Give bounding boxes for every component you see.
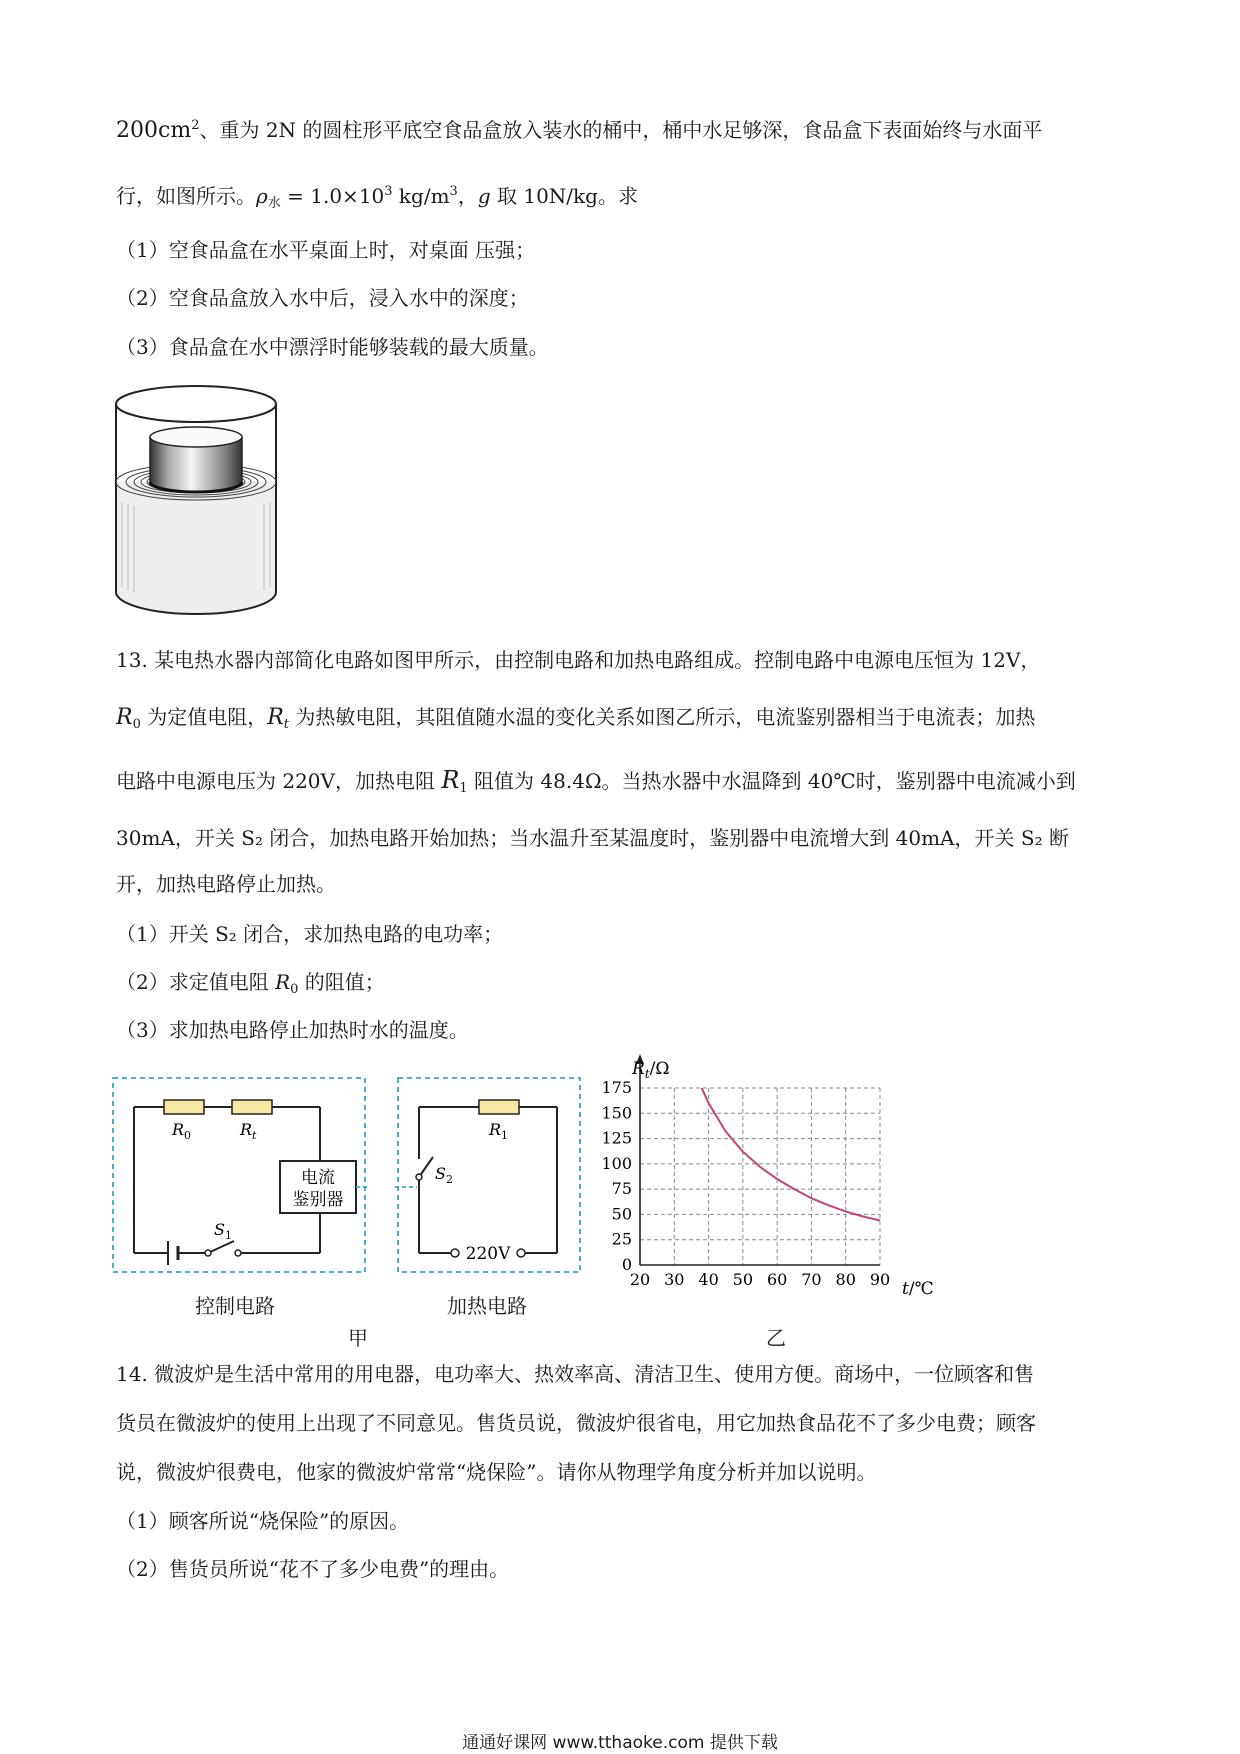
- x-tick-label: 40: [698, 1270, 719, 1289]
- chart-ylabel: $R_t/\Omega$: [632, 1059, 670, 1081]
- y-tick-label: 100: [601, 1153, 632, 1173]
- x-tick-label: 90: [869, 1270, 891, 1289]
- q14-line-1: 14. 微波炉是生活中常用的用电器，电功率大、热效率高、清洁卫生、使用方便。商场中，一位顾客和售: [116, 1362, 1035, 1386]
- label-rt: $R_t$: [240, 1120, 257, 1142]
- source-voltage-label: 220V: [465, 1244, 511, 1264]
- heating-circuit-diagram: [395, 1075, 585, 1277]
- resistor-rt: [232, 1100, 272, 1114]
- rt-temperature-chart: [590, 1050, 950, 1310]
- terminal-left: [451, 1249, 459, 1257]
- chart-ticks: [601, 1078, 890, 1289]
- q12-line-2: 行，如图所示。$\rho_水 = 1.0\times 10^3$ $kg/m^3$，g 取 10N/kg。求: [116, 184, 638, 211]
- x-tick-label: 50: [732, 1270, 754, 1289]
- q13-subquestion-3: （3）求加热电路停止加热时水的温度。: [116, 1018, 469, 1042]
- y-tick-label: 175: [601, 1078, 632, 1097]
- caption-heating-circuit: 加热电路: [447, 1294, 527, 1318]
- figure-label-yi: 乙: [766, 1326, 786, 1350]
- cylinder-figure: [110, 382, 290, 622]
- y-tick-label: 75: [611, 1179, 632, 1199]
- q14-line-3: 说，微波炉很费电，他家的微波炉常常“烧保险”。请你从物理学角度分析并加以说明。: [116, 1460, 877, 1484]
- figure-label-jia: 甲: [348, 1326, 368, 1350]
- y-tick-label: 25: [611, 1229, 632, 1249]
- q13-line-4: 30mA，开关 S₂ 闭合，加热电路开始加热；当水温升至某温度时，鉴别器中电流增大到 40mA，开关 S₂ 断: [116, 826, 1069, 850]
- y-tick-label: 150: [601, 1103, 632, 1123]
- x-tick-label: 20: [629, 1270, 651, 1289]
- q13-subquestion-2: （2）求定值电阻 $R_0$ 的阻值；: [116, 970, 385, 997]
- detector-label-1: 电流: [301, 1168, 335, 1188]
- x-tick-label: 80: [835, 1270, 856, 1289]
- q13-line-2: $R_0$ 为定值电阻，$R_t$ 为热敏电阻，其阻值随水温的变化关系如图乙所示，电流鉴别器相当于电流表；加热: [116, 705, 1036, 732]
- switch-s2-pivot: [416, 1174, 422, 1180]
- q12-line-1: $200cm^2$、重为 2N 的圆柱形平底空食品盒放入装水的桶中，桶中水足够深，食品盒下表面始终与水面平: [116, 118, 1043, 143]
- chart-axes: [636, 1054, 880, 1265]
- label-r1: $R_1$: [489, 1120, 509, 1142]
- y-tick-label: 125: [601, 1128, 632, 1148]
- label-s2: $S_2$: [435, 1164, 453, 1186]
- q14-subquestion-2: （2）售货员所说“花不了多少电费”的理由。: [116, 1557, 510, 1581]
- x-tick-label: 30: [664, 1270, 685, 1289]
- q12-subquestion-1: （1）空食品盒在水平桌面上时，对桌面 压强；: [116, 238, 536, 262]
- q14-line-2: 货员在微波炉的使用上出现了不同意见。售货员说，微波炉很省电，用它加热食品花不了多少电费；顾客: [116, 1411, 1036, 1435]
- q13-subquestion-1: （1）开关 S₂ 闭合，求加热电路的电功率；: [116, 922, 504, 946]
- chart-series: [702, 1088, 880, 1221]
- label-s1: $S_1$: [214, 1220, 232, 1242]
- q12-subquestion-2: （2）空食品盒放入水中后，浸入水中的深度；: [116, 286, 529, 310]
- switch-s1-pivot: [205, 1250, 211, 1256]
- detector-label-2: 鉴别器: [292, 1190, 344, 1210]
- x-tick-label: 60: [766, 1270, 788, 1289]
- switch-s1-contact: [235, 1250, 241, 1256]
- q12-subquestion-3: （3）食品盒在水中漂浮时能够装载的最大质量。: [116, 335, 549, 359]
- q13-line-5: 开，加热电路停止加热。: [116, 872, 336, 896]
- q14-subquestion-1: （1）顾客所说“烧保险”的原因。: [116, 1509, 410, 1533]
- chart-xlabel: t/℃: [902, 1279, 934, 1299]
- chart-grid: [640, 1088, 880, 1265]
- terminal-right: [517, 1249, 525, 1257]
- label-r0: $R_0$: [172, 1120, 192, 1142]
- q13-line-3: 电路中电源电压为 220V，加热电阻 $R_1$ 阻值为 48.4Ω。当热水器中水温降到 40℃时，鉴别器中电流减小到: [116, 766, 1076, 796]
- control-circuit-diagram: [110, 1075, 370, 1277]
- q13-line-1: 13. 某电热水器内部简化电路如图甲所示，由控制电路和加热电路组成。控制电路中电源电压恒为 12V，: [116, 648, 1041, 672]
- page-footer: 通通好课网 www.tthaoke.com 提供下载: [462, 1733, 778, 1753]
- y-tick-label: 50: [611, 1204, 632, 1224]
- resistor-r0: [164, 1100, 204, 1114]
- x-tick-label: 70: [801, 1270, 822, 1289]
- series-line: [702, 1088, 880, 1221]
- caption-control-circuit: 控制电路: [195, 1294, 275, 1318]
- y-tick-label: 0: [621, 1255, 632, 1274]
- resistor-r1: [479, 1100, 519, 1114]
